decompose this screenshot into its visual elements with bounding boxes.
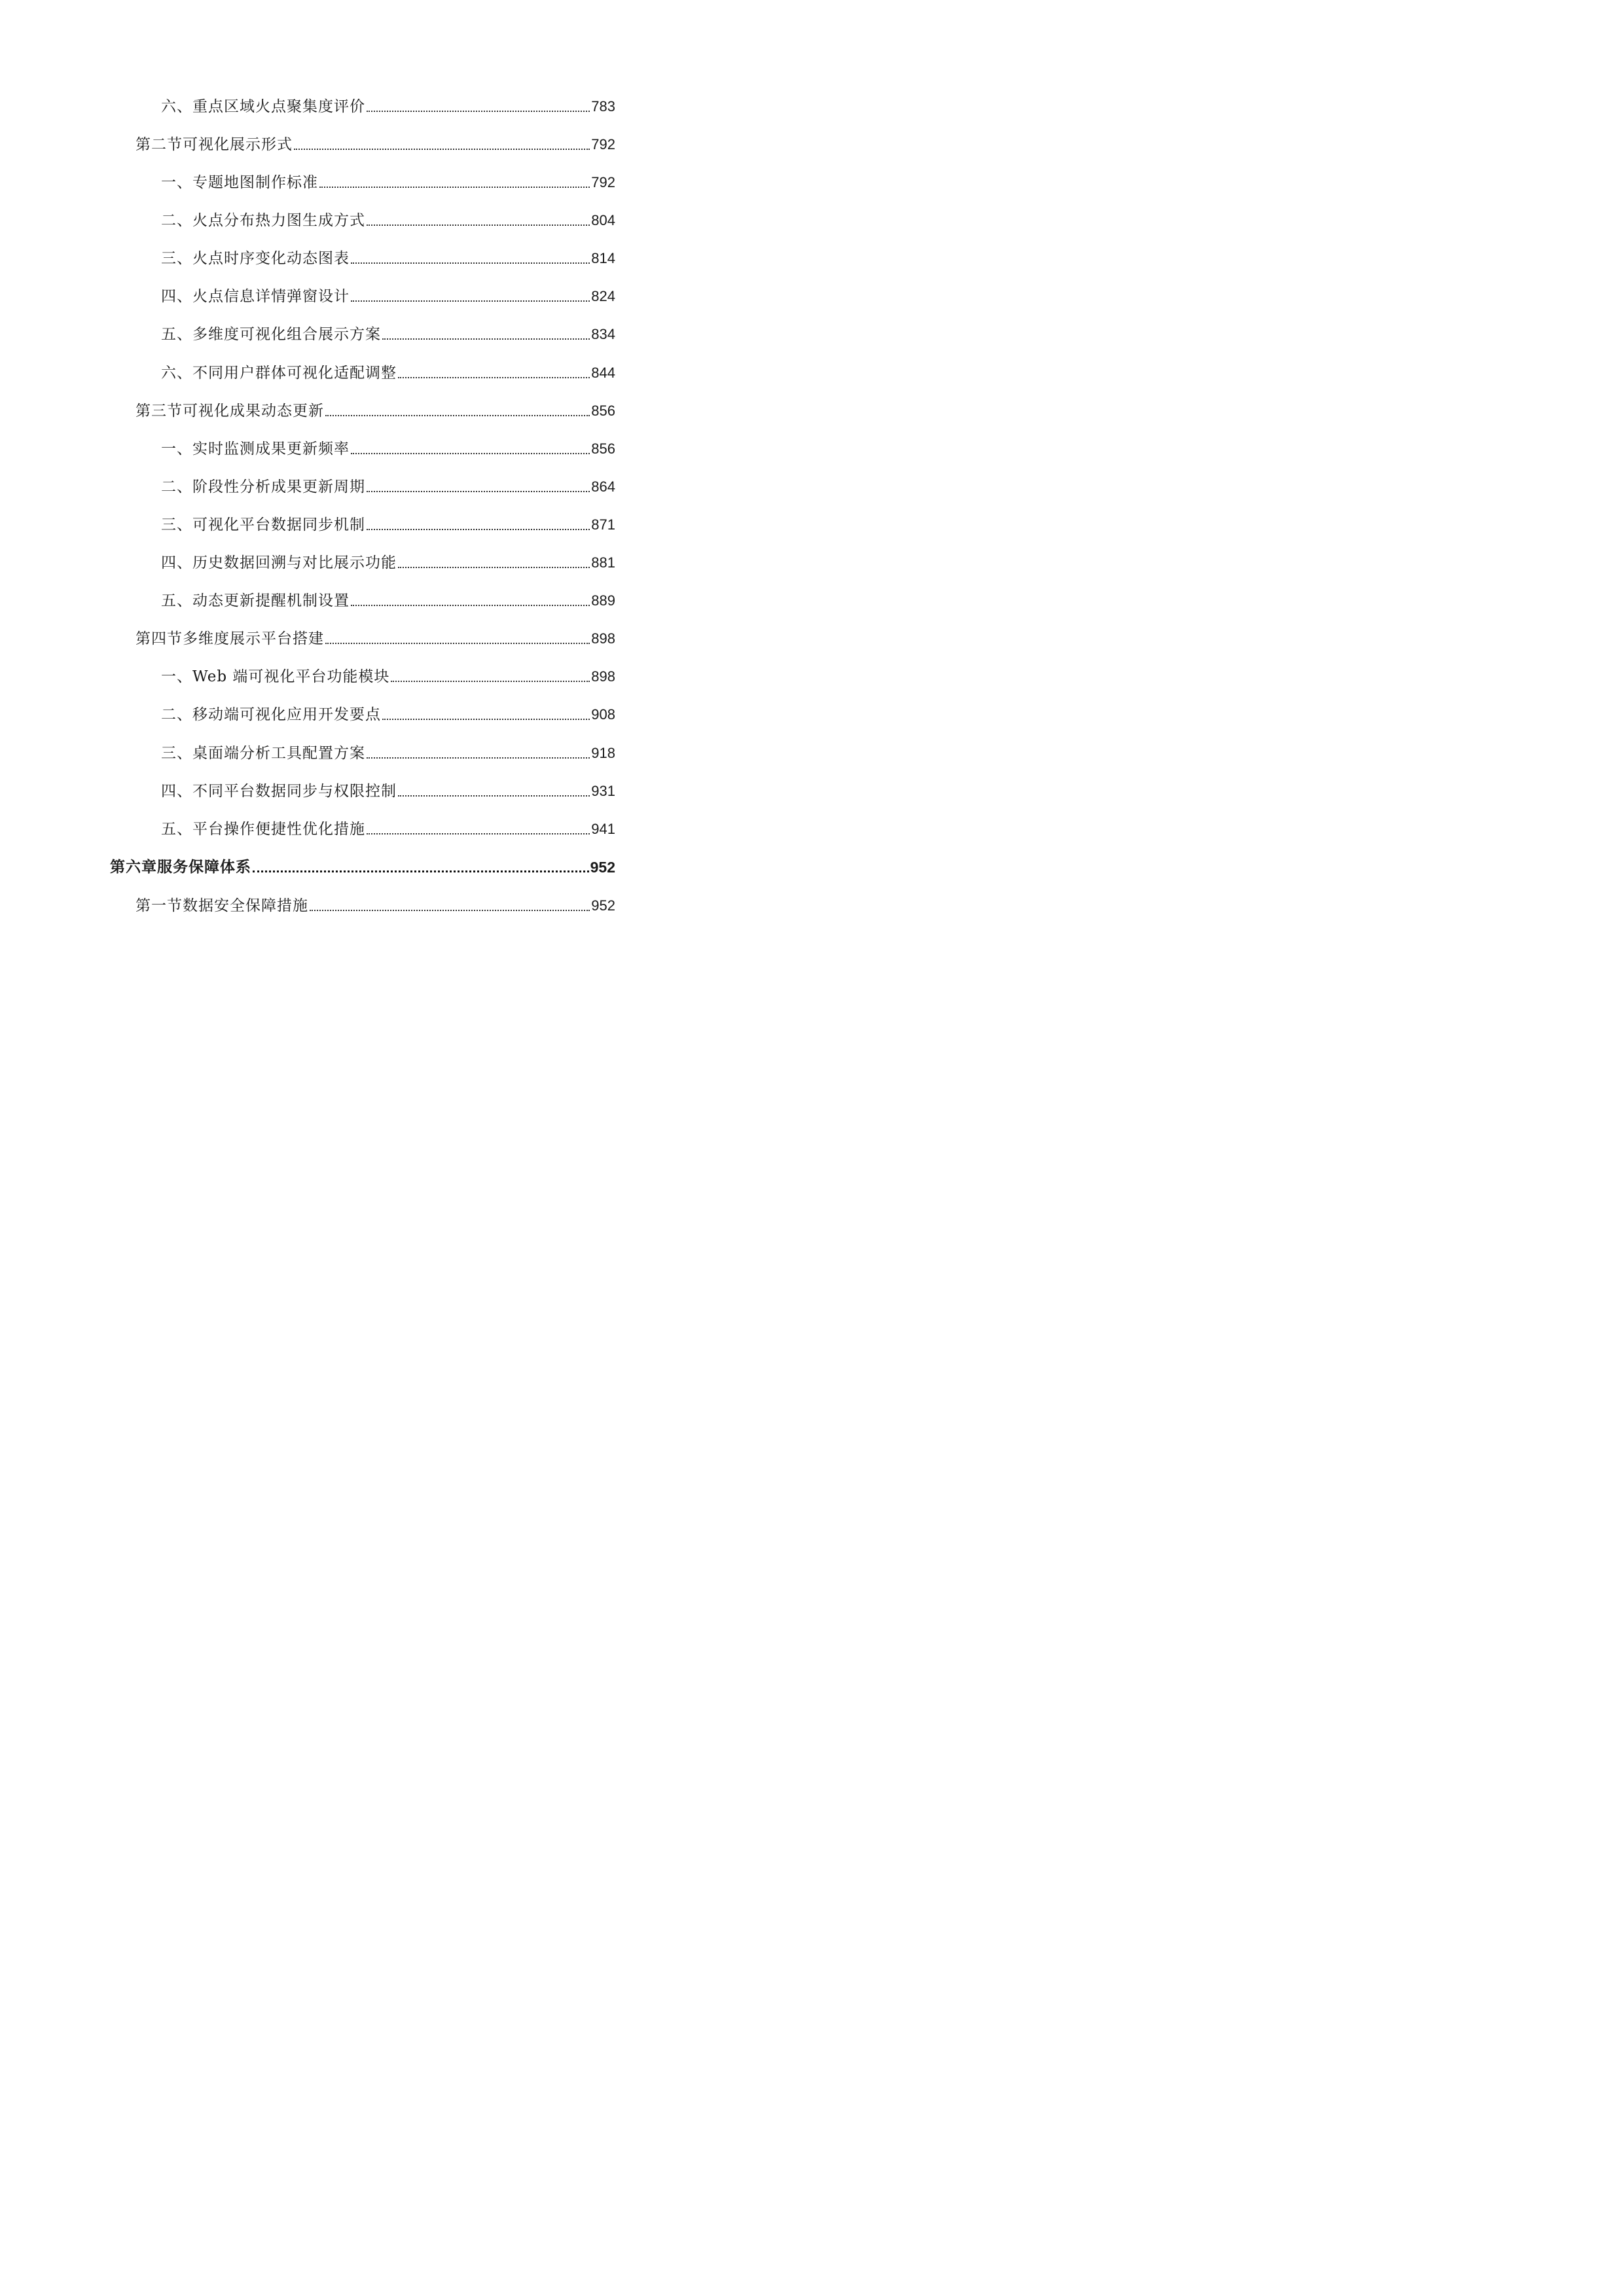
toc-entry-page: 898 — [591, 668, 615, 685]
toc-entry-title: 二、移动端可视化应用开发要点 — [161, 706, 381, 723]
dot-leader — [351, 439, 590, 459]
toc-entry[interactable] — [161, 287, 615, 306]
dot-leader — [367, 744, 590, 763]
toc-entry[interactable] — [161, 515, 615, 535]
toc-entry-title: 三、火点时序变化动态图表 — [161, 250, 350, 267]
toc-entry-title: 二、火点分布热力图生成方式 — [161, 212, 365, 229]
toc-entry[interactable] — [161, 591, 615, 611]
toc-entry-title: 六、重点区域火点聚集度评价 — [161, 98, 365, 115]
toc-entry-title: 第一节数据安全保障措施 — [135, 897, 308, 914]
toc-entry[interactable] — [161, 363, 615, 383]
toc-entry-page: 792 — [591, 174, 615, 190]
toc-entry-title: 第三节可视化成果动态更新 — [135, 403, 324, 420]
toc-entry[interactable] — [135, 629, 615, 649]
toc-entry-page: 952 — [591, 897, 615, 914]
toc-entry-page: 918 — [591, 745, 615, 761]
toc-entry-page: 941 — [591, 821, 615, 837]
toc-entry-page: 814 — [591, 250, 615, 266]
toc-entry-title: 四、历史数据回溯与对比展示功能 — [161, 554, 397, 571]
toc-entry-title: 一、Web 端可视化平台功能模块 — [161, 668, 390, 685]
toc-entry-page: 792 — [591, 136, 615, 152]
toc-entry-page: 844 — [591, 365, 615, 381]
dot-leader — [382, 325, 590, 344]
toc-entry-title: 一、实时监测成果更新频率 — [161, 440, 350, 457]
toc-entry-page: 834 — [591, 326, 615, 342]
toc-entry-title: 五、动态更新提醒机制设置 — [161, 592, 350, 609]
toc-entry-title: 四、不同平台数据同步与权限控制 — [161, 783, 397, 800]
dot-leader — [351, 591, 590, 611]
toc-entry-title: 三、可视化平台数据同步机制 — [161, 516, 365, 533]
toc-entry-page: 856 — [591, 403, 615, 419]
toc-entry-page: 908 — [591, 706, 615, 723]
dot-leader — [398, 363, 590, 383]
dot-leader — [351, 249, 590, 268]
dot-leader — [319, 173, 590, 192]
toc-entry-title: 三、桌面端分析工具配置方案 — [161, 745, 365, 762]
dot-leader — [391, 667, 590, 687]
toc-entry[interactable] — [161, 211, 615, 230]
toc-entry-title: 五、多维度可视化组合展示方案 — [161, 326, 381, 343]
toc-entry-page: 864 — [591, 478, 615, 495]
dot-leader — [310, 896, 590, 916]
dot-leader — [398, 781, 590, 801]
toc-entry[interactable] — [135, 135, 615, 154]
toc-entry[interactable] — [161, 819, 615, 839]
toc-entry-page: 871 — [591, 516, 615, 533]
toc-entry[interactable] — [161, 439, 615, 459]
table-of-contents — [0, 0, 724, 1024]
toc-entry[interactable] — [135, 896, 615, 916]
toc-entry[interactable] — [161, 97, 615, 117]
toc-entry-title: 第六章服务保障体系 — [110, 858, 251, 876]
toc-entry-page: 931 — [591, 783, 615, 799]
toc-entry-title: 四、火点信息详情弹窗设计 — [161, 288, 350, 305]
toc-entry[interactable] — [161, 173, 615, 192]
dot-leader — [367, 477, 590, 497]
dot-leader — [367, 211, 590, 230]
toc-entry-title: 二、阶段性分析成果更新周期 — [161, 478, 365, 495]
toc-entry-page: 783 — [591, 98, 615, 115]
toc-entry[interactable] — [161, 781, 615, 801]
toc-entry-chapter[interactable] — [110, 857, 615, 877]
dot-leader — [325, 401, 590, 421]
dot-leader — [367, 819, 590, 839]
toc-entry-page: 881 — [591, 554, 615, 571]
dot-leader — [351, 287, 590, 306]
toc-entry[interactable] — [161, 553, 615, 573]
toc-entry-title: 一、专题地图制作标准 — [161, 174, 318, 191]
toc-entry[interactable] — [161, 744, 615, 763]
toc-entry[interactable] — [161, 325, 615, 344]
dot-leader — [325, 629, 590, 649]
toc-entry[interactable] — [161, 705, 615, 725]
toc-entry[interactable] — [161, 667, 615, 687]
dot-leader — [382, 705, 590, 725]
toc-entry-page: 952 — [590, 859, 615, 876]
toc-entry-page: 856 — [591, 440, 615, 457]
toc-entry-page: 898 — [591, 630, 615, 647]
toc-entry-page: 804 — [591, 212, 615, 228]
toc-entry-title: 第四节多维度展示平台搭建 — [135, 630, 324, 647]
dot-leader — [253, 857, 589, 877]
toc-entry[interactable] — [161, 249, 615, 268]
toc-entry-title: 六、不同用户群体可视化适配调整 — [161, 365, 397, 382]
dot-leader — [367, 97, 590, 117]
toc-entry-page: 889 — [591, 592, 615, 609]
toc-entry-title: 第二节可视化展示形式 — [135, 136, 293, 153]
toc-entry[interactable] — [161, 477, 615, 497]
dot-leader — [398, 553, 590, 573]
toc-entry[interactable] — [135, 401, 615, 421]
toc-entry-page: 824 — [591, 288, 615, 304]
toc-entry-title: 五、平台操作便捷性优化措施 — [161, 821, 365, 838]
dot-leader — [367, 515, 590, 535]
dot-leader — [294, 135, 590, 154]
